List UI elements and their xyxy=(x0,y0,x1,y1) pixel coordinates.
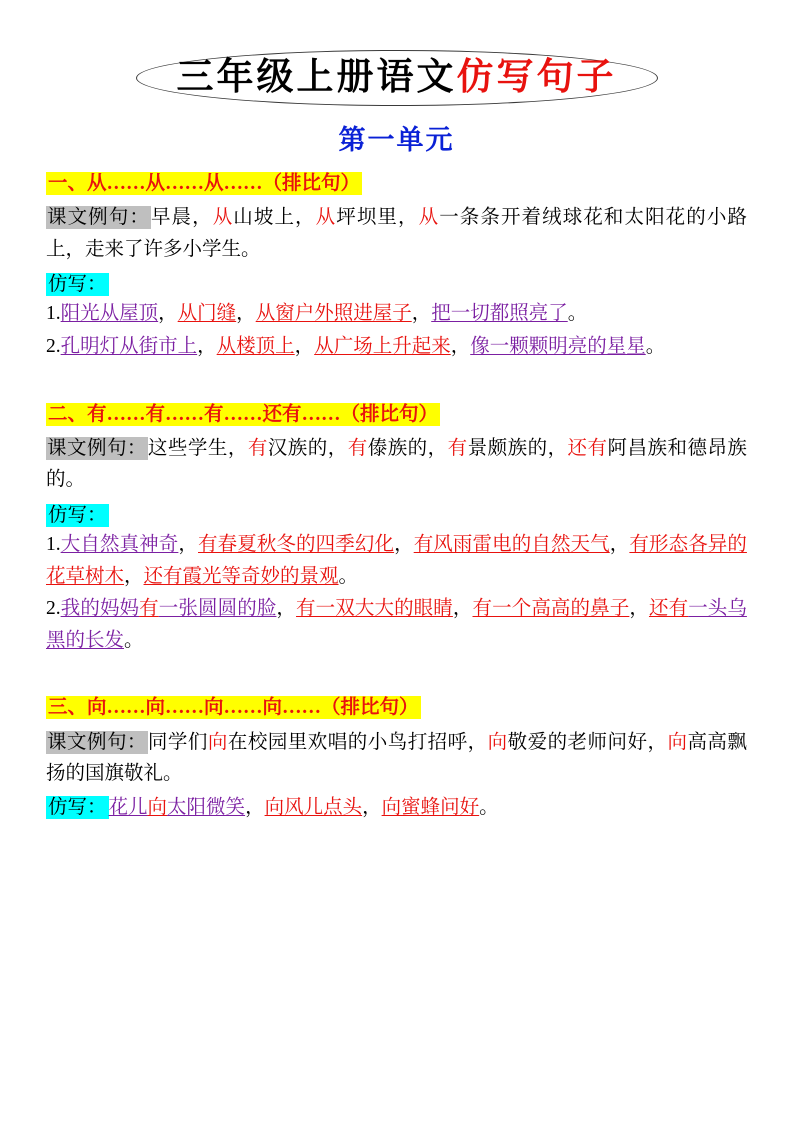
fangxie-label: 仿写： xyxy=(48,796,107,818)
example-segment: 从 xyxy=(418,207,440,229)
example-segment: 汉族的， xyxy=(267,437,348,459)
answer-segment: 从楼顶上 xyxy=(216,335,295,357)
answer-segment: ， xyxy=(394,533,414,555)
answer-segment: 有 xyxy=(139,598,159,620)
answer-segment: 向风儿点头 xyxy=(264,796,363,818)
example-segment: 傣族的， xyxy=(367,437,448,459)
section-heading xyxy=(46,693,747,722)
answer-segment: 我的妈妈 xyxy=(60,598,140,620)
answer-segment: 有一个高高的鼻子 xyxy=(472,598,630,620)
answer-segment: 像一颗颗明亮的星星 xyxy=(470,335,646,357)
answer-segment: 还有霞光等奇妙的景观 xyxy=(143,565,339,587)
answer-segment: ， xyxy=(245,796,265,818)
example-segment: 有 xyxy=(247,437,268,459)
answer-segment: 太阳微笑 xyxy=(167,796,246,818)
section-heading xyxy=(46,400,747,429)
answer-segment: 从广场上升起来 xyxy=(314,335,451,357)
section-spacer xyxy=(46,364,747,394)
fangxie-inline-answer xyxy=(46,792,747,824)
answer-segment: ， xyxy=(236,303,256,325)
answer-number: 1. xyxy=(46,303,61,325)
answer-segment: ， xyxy=(452,598,473,620)
answer-segment: 把一切都照亮了 xyxy=(431,303,568,325)
answer-segment: 。 xyxy=(124,629,144,651)
example-segment: 同学们 xyxy=(147,731,208,753)
fangxie-label: 仿写： xyxy=(48,274,107,296)
answer-line xyxy=(46,593,747,656)
example-sentence xyxy=(46,202,747,265)
example-segment: 从 xyxy=(315,207,337,229)
answer-segment: ， xyxy=(158,303,178,325)
answer-segment: 。 xyxy=(645,335,666,357)
answer-segment: ， xyxy=(178,533,198,555)
example-label: 课文例句： xyxy=(47,731,147,753)
example-segment: 还有 xyxy=(567,437,608,459)
example-segment: 有 xyxy=(447,437,468,459)
answer-segment: 大自然真神奇 xyxy=(60,533,179,555)
answer-segment: 向蜜蜂问好 xyxy=(381,796,480,818)
answer-segment: ， xyxy=(450,335,471,357)
answer-number: 1. xyxy=(46,533,61,555)
answer-number: 2. xyxy=(46,335,61,357)
example-label: 课文例句： xyxy=(47,437,147,459)
answer-line xyxy=(46,331,747,363)
answer-segment: 。 xyxy=(338,565,359,587)
example-segment: 坪坝里， xyxy=(336,207,419,229)
answer-segment: 。 xyxy=(479,796,499,818)
sections-container xyxy=(46,169,747,823)
example-segment: 这些学生， xyxy=(147,437,248,459)
example-sentence xyxy=(46,727,747,790)
answer-segment: 从门缝 xyxy=(177,303,237,325)
example-segment: 向 xyxy=(487,731,508,753)
page-title-black: 三年级上册语文 xyxy=(176,54,457,98)
answer-segment: 有春夏秋冬的四季幻化 xyxy=(198,533,395,555)
example-segment: 从 xyxy=(212,207,234,229)
example-segment: 一条条开着绒球花和太阳花的小路上，走来了许多小学生。 xyxy=(46,207,747,260)
example-segment: 在校园里欢唱的小鸟打招呼， xyxy=(227,731,488,753)
example-segment: 景颇族的， xyxy=(467,437,568,459)
answer-segment: 有形态各异的花草树木 xyxy=(46,533,747,587)
title-banner xyxy=(46,50,747,106)
example-segment: 早晨， xyxy=(150,207,213,229)
example-segment: 阿昌族和德昂族的。 xyxy=(46,437,747,491)
answer-segment: 向 xyxy=(147,796,168,818)
example-segment: 高高飘扬的国旗敬礼。 xyxy=(46,731,747,785)
answer-segment: 还有 xyxy=(648,598,689,620)
answer-segment: 一张圆圆的脸 xyxy=(158,598,277,620)
fangxie-label: 仿写： xyxy=(48,504,107,526)
answer-segment: 阳光从屋顶 xyxy=(60,303,159,325)
answer-segment: 有风雨雷电的自然天气 xyxy=(413,533,610,555)
answer-segment: ， xyxy=(294,335,315,357)
example-segment: 向 xyxy=(667,731,688,753)
answer-segment: 从窗户外照进屋子 xyxy=(255,303,412,325)
answer-segment: 有一双大大的眼睛 xyxy=(296,598,453,620)
answer-segment: 。 xyxy=(567,303,588,325)
example-segment: 敬爱的老师问好， xyxy=(507,731,668,753)
answer-segment: 孔明灯从街市上 xyxy=(60,335,198,357)
answer-segment: ， xyxy=(411,303,432,325)
section-heading-text: 二、有……有……有……还有……（排比句） xyxy=(48,403,439,425)
example-segment: 有 xyxy=(347,437,368,459)
title-oval-border xyxy=(136,50,658,106)
section-heading-text: 三、向……向……向……向……（排比句） xyxy=(48,697,419,719)
fangxie-label-block xyxy=(46,268,747,296)
example-label: 课文例句： xyxy=(47,207,150,229)
answer-segment: ， xyxy=(197,335,217,357)
section-heading-text: 一、从……从……从……（排比句） xyxy=(48,173,361,194)
page-title-red: 仿写句子 xyxy=(456,54,617,98)
answer-line xyxy=(46,529,747,592)
fangxie-label-block xyxy=(46,499,747,527)
answer-segment: ， xyxy=(124,565,144,587)
unit-heading: 第一单元 xyxy=(338,125,455,155)
example-segment: 向 xyxy=(207,731,228,753)
example-segment: 山坡上， xyxy=(233,207,316,229)
section-heading xyxy=(46,169,747,198)
answer-line xyxy=(46,298,747,330)
answer-segment: ， xyxy=(362,796,382,818)
answer-segment: ， xyxy=(609,533,630,555)
answer-segment: 一头乌黑的长发 xyxy=(46,598,747,651)
example-sentence xyxy=(46,433,747,496)
answer-segment: ， xyxy=(629,598,649,620)
answer-number: 2. xyxy=(46,598,61,620)
section-spacer xyxy=(46,657,747,687)
answer-segment: ， xyxy=(276,598,297,620)
answer-segment: 花儿 xyxy=(108,796,148,818)
